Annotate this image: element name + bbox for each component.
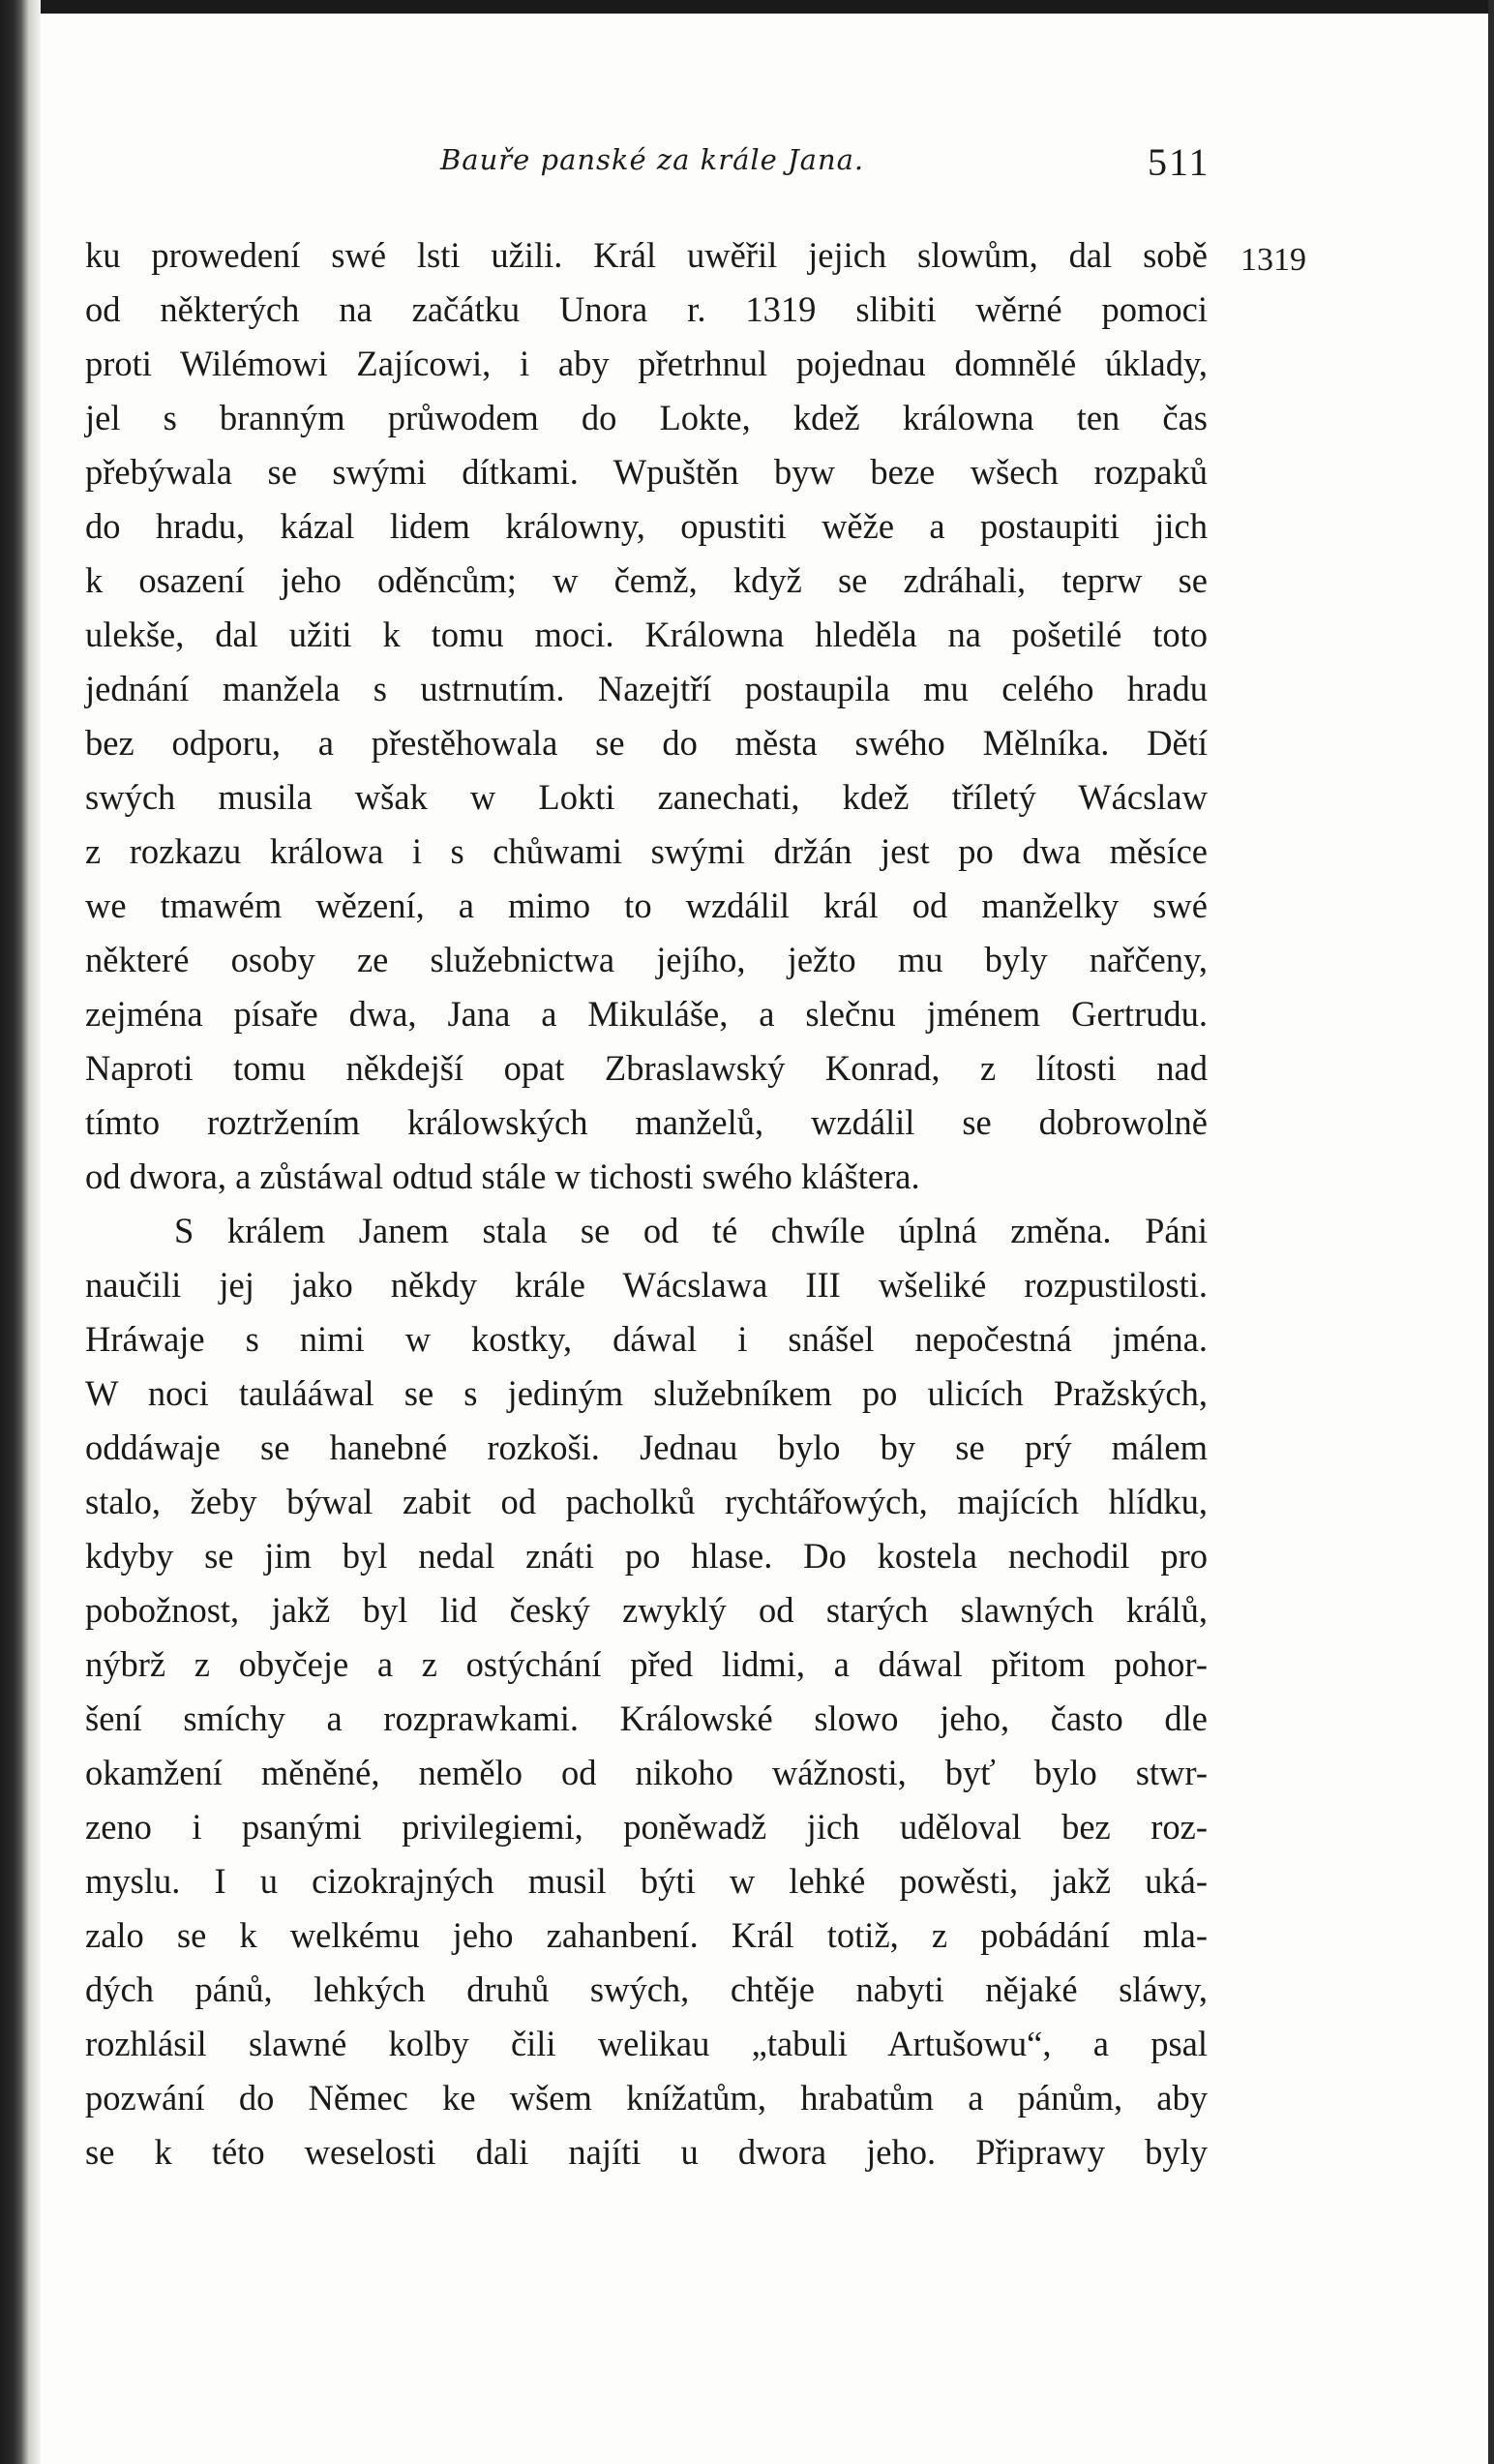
running-title: Bauře panské za krále Jana.	[440, 143, 865, 176]
text-line: zalo se k welkému jeho zahanbení. Král totiž, z pobádání mla-	[85, 1915, 1208, 1955]
text-line: swých musila wšak w Lokti zanechati, kdež tříletý Wácslaw	[85, 777, 1208, 817]
text-line: od některých na začátku Unora r. 1319 slibiti wěrné pomoci	[85, 289, 1208, 329]
text-line: některé osoby ze služebnictwa jejího, ježto mu byly nařčeny,	[85, 940, 1208, 979]
text-line: od dwora, a zůstáwal odtud stále w tichosti swého kláštera.	[85, 1157, 920, 1196]
text-line: se k této weselosti dali najíti u dwora jeho. Připrawy byly	[85, 2132, 1208, 2172]
page-number: 511	[1148, 140, 1210, 184]
text-line: z rozkazu králowa i s chůwami swými držán jest po dwa měsíce	[85, 831, 1208, 871]
text-line: jednání manžela s ustrnutím. Nazejtří postaupila mu celého hradu	[85, 669, 1208, 708]
text-line: proti Wilémowi Zajícowi, i aby přetrhnul pojednau domnělé úklady,	[85, 344, 1208, 383]
text-line: ulekše, dal užiti k tomu moci. Králowna hleděla na pošetilé toto	[85, 615, 1208, 654]
text-line: myslu. I u cizokrajných musil býti w lehké powěsti, jakž uká-	[85, 1861, 1208, 1901]
text-line: zeno i psanými privilegiemi, poněwadž jich uděloval bez roz-	[85, 1807, 1208, 1847]
text-line: Hráwaje s nimi w kostky, dáwal i snášel nepočestná jména.	[85, 1319, 1208, 1359]
text-line: nýbrž z obyčeje a z ostýchání před lidmi, a dáwal přitom pohor-	[85, 1644, 1208, 1684]
text-line: do hradu, kázal lidem králowny, opustiti wěže a postaupiti jich	[85, 506, 1208, 546]
text-line: W noci taulááwal se s jediným služebníkem po ulicích Pražských,	[85, 1373, 1208, 1413]
text-line: přebýwala se swými dítkami. Wpuštěn byw beze wšech rozpaků	[85, 452, 1208, 492]
scan-top-edge	[0, 0, 1494, 14]
text-line: we tmawém wězení, a mimo to wzdálil král od manželky swé	[85, 886, 1208, 925]
book-binding-edge	[0, 0, 41, 2464]
text-line: dých pánů, lehkých druhů swých, chtěje nabyti nějaké sláwy,	[85, 1969, 1208, 2009]
text-line: k osazení jeho oděncům; w čemž, když se zdráhali, teprw se	[85, 560, 1208, 600]
text-line: stalo, žeby býwal zabit od pacholků rychtářowých, majících hlídku,	[85, 1482, 1208, 1521]
text-line: rozhlásil slawné kolby čili welikau „tabuli Artušowu“, a psal	[85, 2024, 1208, 2063]
text-line: jel s branným průwodem do Lokte, kdež králowna ten čas	[85, 398, 1208, 437]
text-line: zejména písaře dwa, Jana a Mikuláše, a slečnu jménem Gertrudu.	[85, 994, 1208, 1034]
text-line: pozwání do Němec ke wšem knížatům, hrabatům a pánům, aby	[85, 2078, 1208, 2118]
scan-right-edge	[1488, 0, 1494, 2464]
text-line: ku prowedení swé lsti užili. Král uwěřil jejich slowům, dal sobě	[85, 235, 1208, 275]
text-line: tímto roztržením králowských manželů, wzdálil se dobrowolně	[85, 1102, 1208, 1142]
text-line: bez odporu, a přestěhowala se do města swého Mělníka. Dětí	[85, 723, 1208, 763]
text-line: oddáwaje se hanebné rozkoši. Jednau bylo by se prý málem	[85, 1427, 1208, 1467]
text-line: šení smíchy a rozprawkami. Králowské slowo jeho, často dle	[85, 1698, 1208, 1738]
text-line: Naproti tomu někdejší opat Zbraslawský Konrad, z lítosti nad	[85, 1048, 1208, 1088]
margin-year-note: 1319	[1240, 242, 1306, 278]
text-line: kdyby se jim byl nedal znáti po hlase. Do kostela nechodil pro	[85, 1536, 1208, 1576]
text-line: naučili jej jako někdy krále Wácslawa III wšeliké rozpustilosti.	[85, 1265, 1208, 1305]
text-line: okamžení měněné, nemělo od nikoho wážnosti, byť bylo stwr-	[85, 1753, 1208, 1792]
text-line: S králem Janem stala se od té chwíle úplná změna. Páni	[174, 1211, 1208, 1250]
body-text	[85, 228, 1208, 2179]
text-line: pobožnost, jakž byl lid český zwyklý od starých slawných králů,	[85, 1590, 1208, 1630]
